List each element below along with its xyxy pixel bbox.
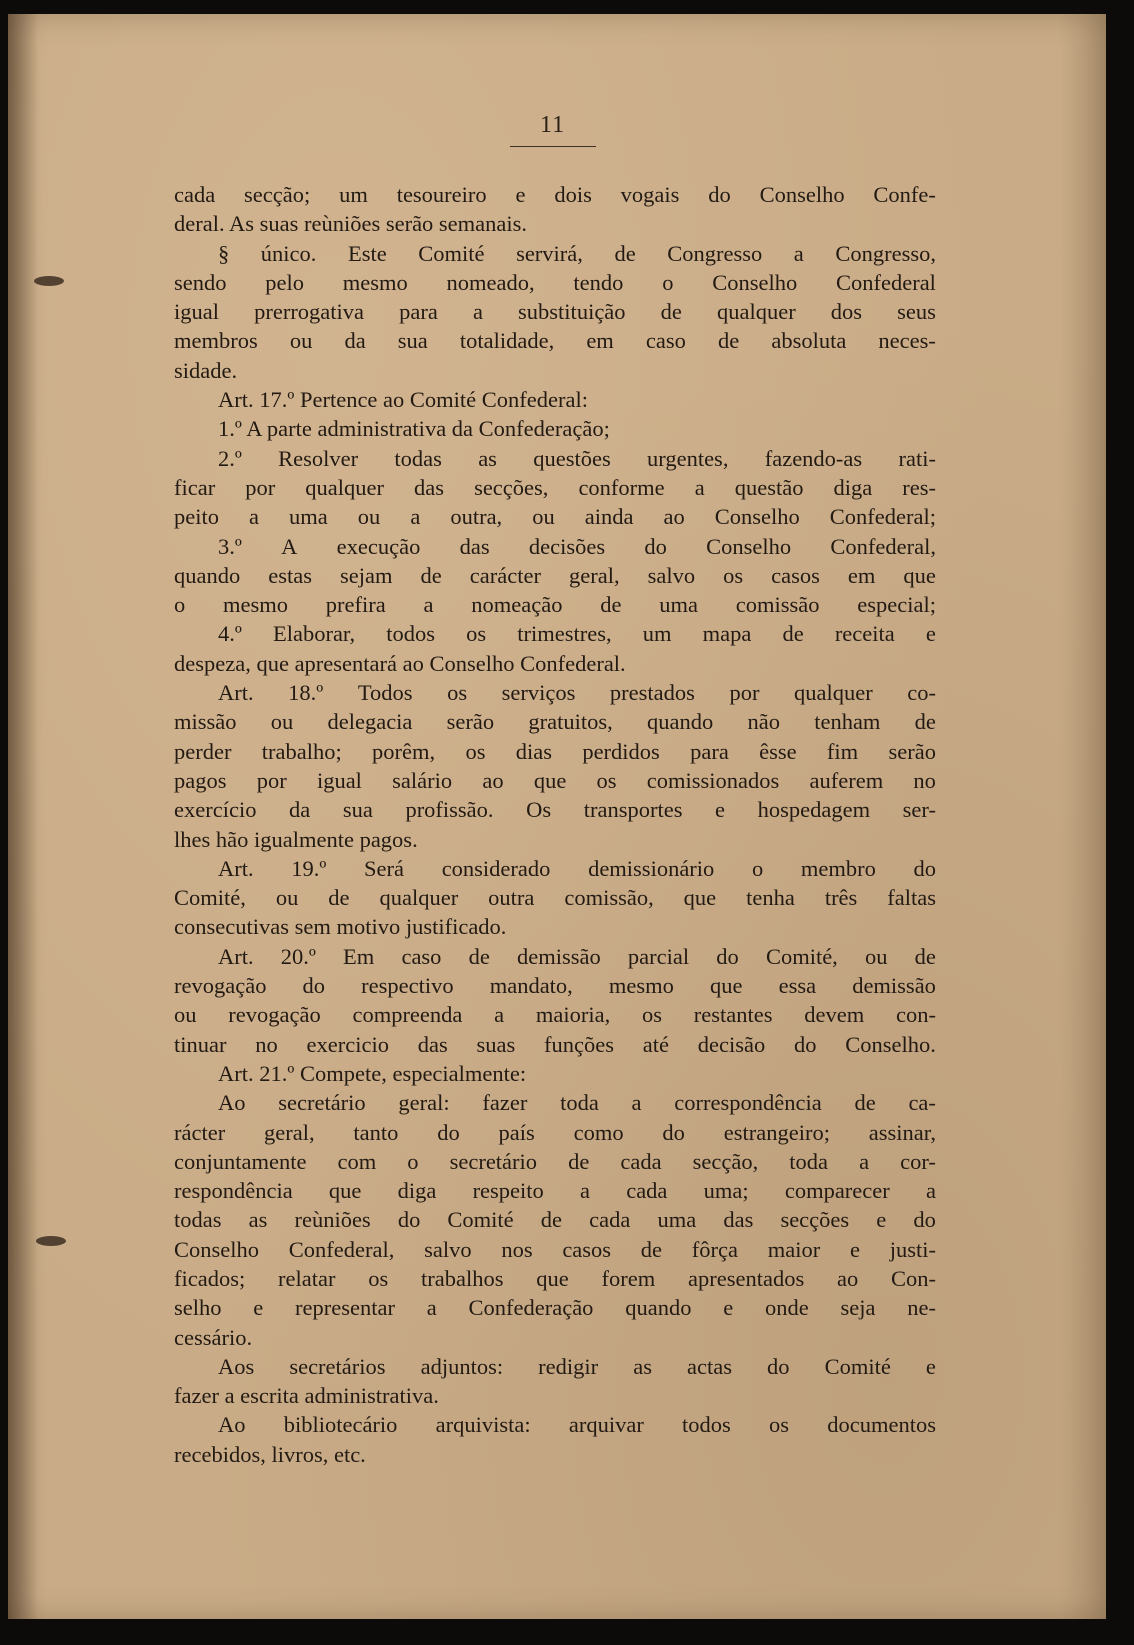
text-line: deral. As suas reùniões serão semanais. — [174, 211, 528, 237]
document-body — [174, 180, 936, 1469]
text-line: Aos secretários adjuntos: redigir as actas do Comité e — [218, 1353, 936, 1379]
text-line: pagos por igual salário ao que os comissionados auferem no — [174, 767, 936, 793]
text-line: peito a uma ou a outra, ou ainda ao Conselho Confederal; — [174, 504, 936, 530]
text-line: quando estas sejam de carácter geral, salvo os casos em que — [174, 562, 936, 588]
text-line: missão ou delegacia serão gratuitos, quando não tenham de — [174, 709, 936, 735]
text-line: despeza, que apresentará ao Conselho Confederal. — [174, 650, 626, 676]
text-line: Art. 17.º Pertence ao Comité Confederal: — [218, 387, 588, 413]
text-line: Art. 18.º Todos os serviços prestados por qualquer co- — [218, 680, 936, 706]
text-line: selho e representar a Confederação quando e onde seja ne- — [174, 1295, 936, 1321]
text-line: recebidos, livros, etc. — [174, 1441, 366, 1467]
ink-blot-mark — [34, 276, 64, 286]
text-line: ficar por qualquer das secções, conforme a questão diga res- — [174, 474, 936, 500]
text-line: fazer a escrita administrativa. — [174, 1383, 439, 1409]
text-line: membros ou da sua totalidade, em caso de absoluta neces- — [174, 328, 936, 354]
text-line: Comité, ou de qualquer outra comissão, que tenha três faltas — [174, 885, 936, 911]
page-number-rule — [510, 146, 596, 147]
text-line: perder trabalho; porêm, os dias perdidos para êsse fim serão — [174, 738, 936, 764]
text-line: rácter geral, tanto do país como do estrangeiro; assinar, — [174, 1119, 936, 1145]
text-line: Art. 19.º Será considerado demissionário o membro do — [218, 855, 936, 881]
text-line: ou revogação compreenda a maioria, os restantes devem con- — [174, 1002, 936, 1028]
text-line: respondência que diga respeito a cada uma; comparecer a — [174, 1178, 936, 1204]
text-line: revogação do respectivo mandato, mesmo que essa demissão — [174, 973, 936, 999]
page-gutter-shadow — [8, 14, 38, 1619]
ink-blot-mark — [36, 1236, 66, 1246]
text-line: o mesmo prefira a nomeação de uma comissão especial; — [174, 592, 936, 618]
text-line: tinuar no exercicio das suas funções até decisão do Conselho. — [174, 1031, 936, 1057]
text-line: todas as reùniões do Comité de cada uma das secções e do — [174, 1207, 936, 1233]
text-line: igual prerrogativa para a substituição de qualquer dos seus — [174, 299, 936, 325]
text-line: ficados; relatar os trabalhos que forem apresentados ao Con- — [174, 1265, 936, 1291]
text-line: Art. 20.º Em caso de demissão parcial do Comité, ou de — [218, 943, 936, 969]
text-line: exercício da sua profissão. Os transportes e hospedagem ser- — [174, 797, 936, 823]
text-line: sidade. — [174, 357, 238, 383]
text-line: consecutivas sem motivo justificado. — [174, 914, 507, 940]
text-line: Art. 21.º Compete, especialmente: — [218, 1060, 527, 1086]
text-line: Conselho Confederal, salvo nos casos de fôrça maior e justi- — [174, 1236, 936, 1262]
text-line: sendo pelo mesmo nomeado, tendo o Conselho Confederal — [174, 269, 936, 295]
text-line: 4.º Elaborar, todos os trimestres, um mapa de receita e — [218, 621, 936, 647]
page-number: 11 — [540, 112, 566, 138]
text-line: Ao bibliotecário arquivista: arquivar todos os documentos — [218, 1412, 936, 1438]
text-line: cessário. — [174, 1324, 253, 1350]
text-line: 3.º A execução das decisões do Conselho Confederal, — [218, 533, 936, 559]
text-line: 2.º Resolver todas as questões urgentes, fazendo-as rati- — [218, 445, 936, 471]
text-line: Ao secretário geral: fazer toda a correspondência de ca- — [218, 1090, 936, 1116]
text-line: lhes hão igualmente pagos. — [174, 826, 418, 852]
text-line: § único. Este Comité servirá, de Congresso a Congresso, — [218, 240, 936, 266]
text-line: conjuntamente com o secretário de cada secção, toda a cor- — [174, 1148, 936, 1174]
text-line: cada secção; um tesoureiro e dois vogais do Conselho Confe- — [174, 182, 936, 207]
text-line: 1.º A parte administrativa da Confederação; — [218, 416, 610, 442]
